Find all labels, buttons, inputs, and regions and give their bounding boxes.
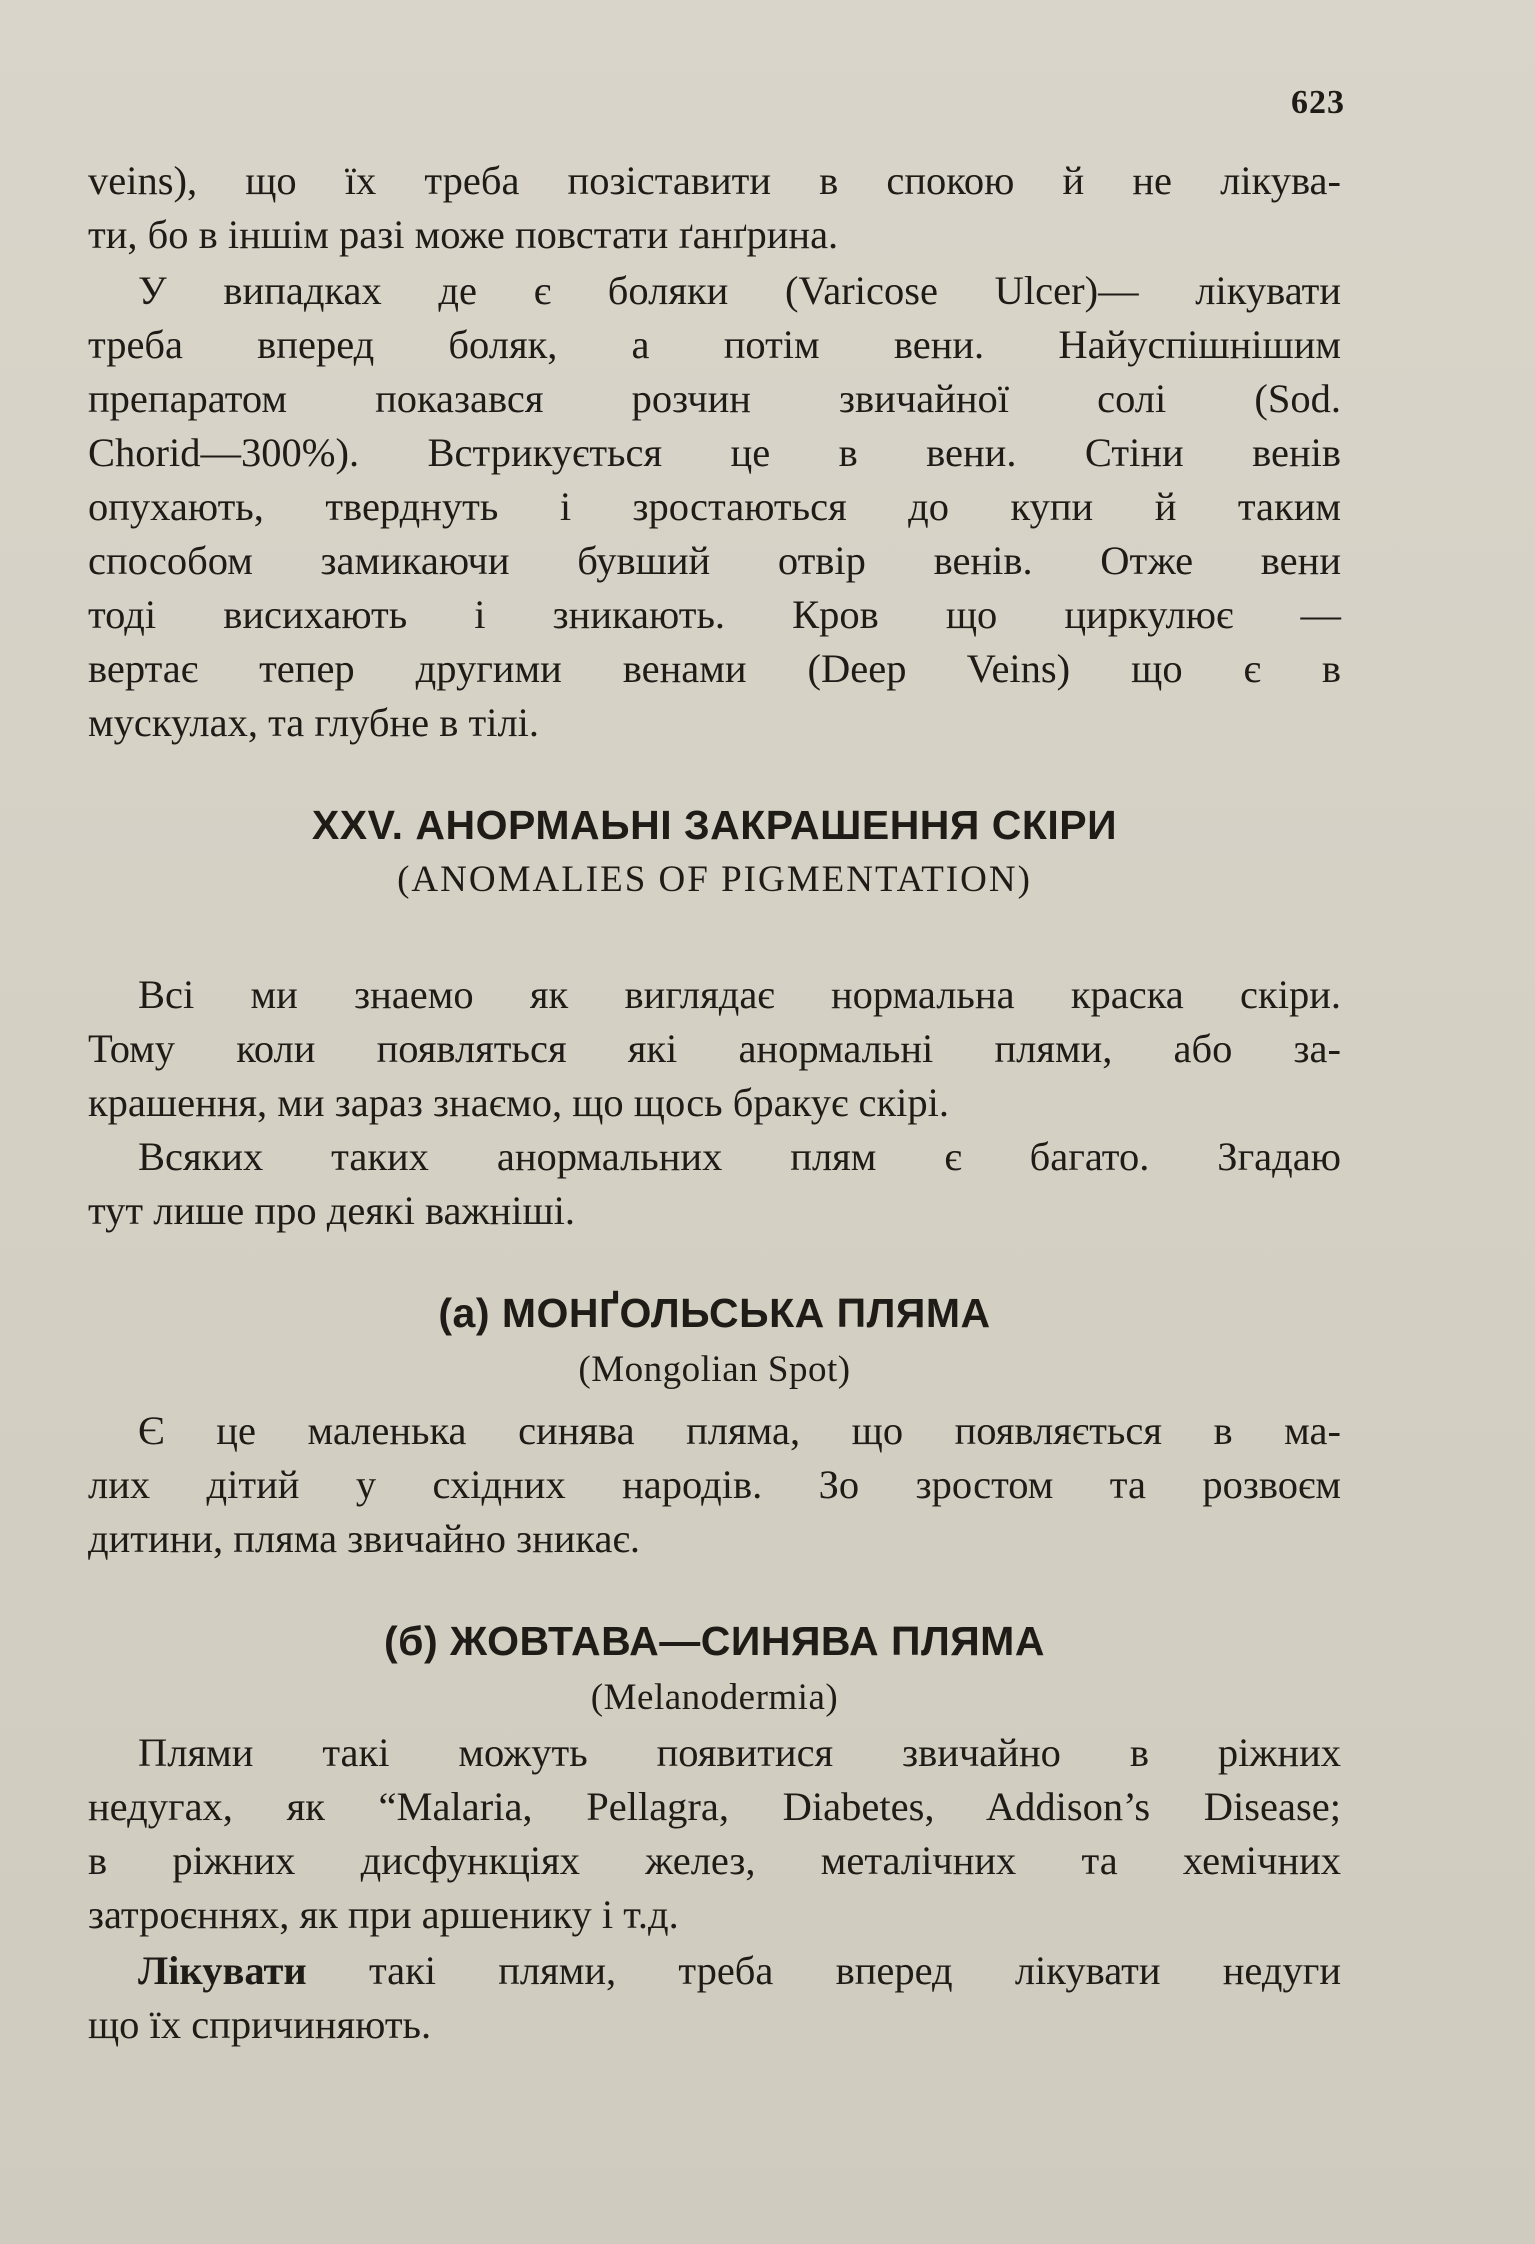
paragraph-varicose-ulcer [88, 264, 1341, 750]
text-line: Є це маленька синява пляма, що появляється в ма- [138, 1408, 1341, 1453]
text-line: Chorid—300%). Встрикується це в вени. Стіни венів [88, 430, 1341, 475]
subsection-subheading-b: (Melanodermia) [590, 1677, 839, 1718]
text-line: мускулах, та глубне в тілі. [88, 700, 540, 745]
text-line: препаратом показався розчин звичайної солі (Sod. [88, 376, 1341, 421]
text-line: затроєннях, як при аршенику і т.д. [88, 1892, 679, 1937]
subsection-heading-a: (а) МОНҐОЛЬСЬКА ПЛЯМА [438, 1290, 991, 1336]
text-line: що їх спричиняють. [88, 2002, 432, 2047]
text-line: опухають, тверднуть і зростаються до купи й таким [88, 484, 1341, 529]
text-line: недугах, як “Malaria, Pellagra, Diabetes, Addison’s Disease; [88, 1784, 1341, 1829]
text-line: Всяких таких анормальних плям є багато. Згадаю [138, 1134, 1341, 1179]
text-line: вертає тепер другими венами (Deep Veins) що є в [88, 646, 1341, 691]
text-line: дитини, пляма звичайно зникає. [88, 1516, 640, 1561]
text-line: У випадках де є боляки (Varicose Ulcer)— лікувати [138, 268, 1341, 313]
treatment-line-rest: такі плями, треба вперед лікувати недуги [306, 1948, 1341, 1993]
paragraph-veins-continuation [88, 154, 1341, 262]
text-line: Всі ми знаемо як виглядає нормальна краска скіри. [138, 972, 1341, 1017]
section-subheading: (ANOMALIES OF PIGMENTATION) [397, 859, 1032, 900]
text-line: в ріжних дисфункціях желез, металічних та хемічних [88, 1838, 1341, 1883]
text-line: Плями такі можуть появитися звичайно в ріжних [138, 1730, 1341, 1775]
text-line: крашення, ми зараз знаємо, що щось бракує скірі. [88, 1080, 950, 1125]
text-line [88, 1944, 1341, 1998]
text-line: Тому коли появляться які анормальні плями, або за- [88, 1026, 1341, 1071]
treatment-lead-word: Лікувати [138, 1948, 307, 1993]
text-line: лих дітий у східних народів. Зо зростом та розвоєм [88, 1462, 1341, 1507]
text-line: ти, бо в іншім разі може повстати ґанґрина. [88, 212, 839, 257]
subsection-heading-b: (б) ЖОВТАВА—СИНЯВА ПЛЯМА [384, 1618, 1045, 1664]
paragraph-melanodermia [88, 1726, 1341, 1942]
text-line: способом замикаючи бувший отвір венів. Отже вени [88, 538, 1341, 583]
text-line: треба вперед боляк, а потім вени. Найуспішнішим [88, 322, 1341, 367]
text-line: тут лише про деякі важніші. [88, 1188, 576, 1233]
page-number: 623 [1291, 84, 1345, 121]
paragraph-normal-skin-color [88, 968, 1341, 1130]
paragraph-many-spots [88, 1130, 1341, 1238]
subsection-subheading-a: (Mongolian Spot) [578, 1349, 851, 1390]
paragraph-mongolian-spot [88, 1404, 1341, 1566]
paragraph-treatment [88, 1944, 1341, 2052]
text-line: veins), що їх треба позіставити в спокою й не лікува- [88, 158, 1341, 203]
section-heading: XXV. АНОРМАЬНІ ЗАКРАШЕННЯ СКІРИ [311, 802, 1118, 848]
text-line: тоді висихають і зникають. Кров що циркулює — [88, 592, 1341, 637]
